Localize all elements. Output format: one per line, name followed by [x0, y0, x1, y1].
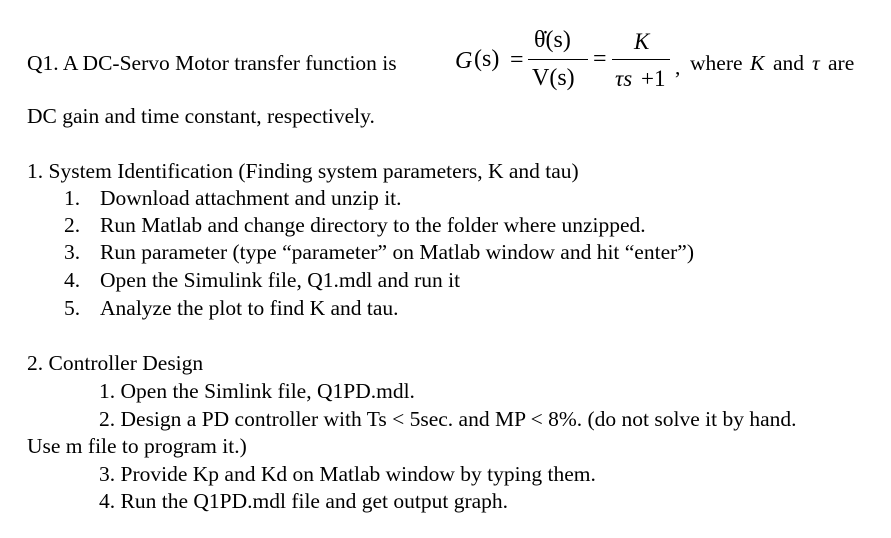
section-2-item-1: 1. Open the Simlink file, Q1PD.mdl.: [99, 379, 415, 403]
fraction-numerator-k: K: [634, 29, 650, 54]
fraction-k-over-tau-s-plus-1: [612, 28, 674, 98]
fraction-bar: [612, 59, 670, 60]
transfer-function-arg: (s): [474, 46, 500, 72]
section-2-heading: 2. Controller Design: [27, 351, 204, 375]
list-item-text: Open the Simulink file, Q1.mdl and run it: [100, 268, 461, 292]
suffix-and: and: [773, 51, 805, 75]
list-item-number: 5.: [64, 296, 81, 320]
intro-line-2: DC gain and time constant, respectively.: [27, 104, 375, 128]
suffix-are: are: [828, 51, 855, 75]
list-item-text: Run parameter (type “parameter” on Matlab window and hit “enter”): [100, 240, 694, 264]
comma: ,: [675, 55, 681, 79]
intro-prefix: Q1. A DC-Servo Motor transfer function is: [27, 51, 397, 75]
list-item-text: Download attachment and unzip it.: [100, 186, 402, 210]
fraction-numerator: θ̇(s): [534, 27, 571, 53]
suffix-tau: τ: [812, 51, 820, 75]
section-2-item-3: 3. Provide Kp and Kd on Matlab window by typing them.: [99, 462, 596, 486]
section-2-item-2: 2. Design a PD controller with Ts < 5sec. and MP < 8%. (do not solve it by hand.: [99, 407, 797, 431]
list-item-text: Analyze the plot to find K and tau.: [100, 296, 399, 320]
fraction-denominator-tau-s: τs: [615, 66, 633, 91]
list-item-text: Run Matlab and change directory to the folder where unzipped.: [100, 213, 646, 237]
suffix-where: where: [690, 51, 743, 75]
equals-sign-2: =: [593, 46, 607, 72]
list-item-number: 1.: [64, 186, 81, 210]
section-1-heading: 1. System Identification (Finding system parameters, K and tau): [27, 159, 579, 183]
equals-sign: =: [510, 47, 524, 73]
fraction-bar: [528, 59, 588, 60]
section-2-item-4: 4. Run the Q1PD.mdl file and get output graph.: [99, 489, 509, 513]
suffix-k: K: [750, 51, 765, 75]
fraction-denominator: V(s): [532, 65, 575, 91]
list-item-number: 4.: [64, 268, 81, 292]
section-2-item-2-continued: Use m file to program it.): [27, 434, 247, 458]
list-item-number: 2.: [64, 213, 81, 237]
transfer-function-label: G: [455, 48, 473, 74]
fraction-denominator-plus-one: +1: [641, 66, 666, 91]
fraction-theta-over-v: [528, 28, 588, 98]
list-item-number: 3.: [64, 240, 81, 264]
